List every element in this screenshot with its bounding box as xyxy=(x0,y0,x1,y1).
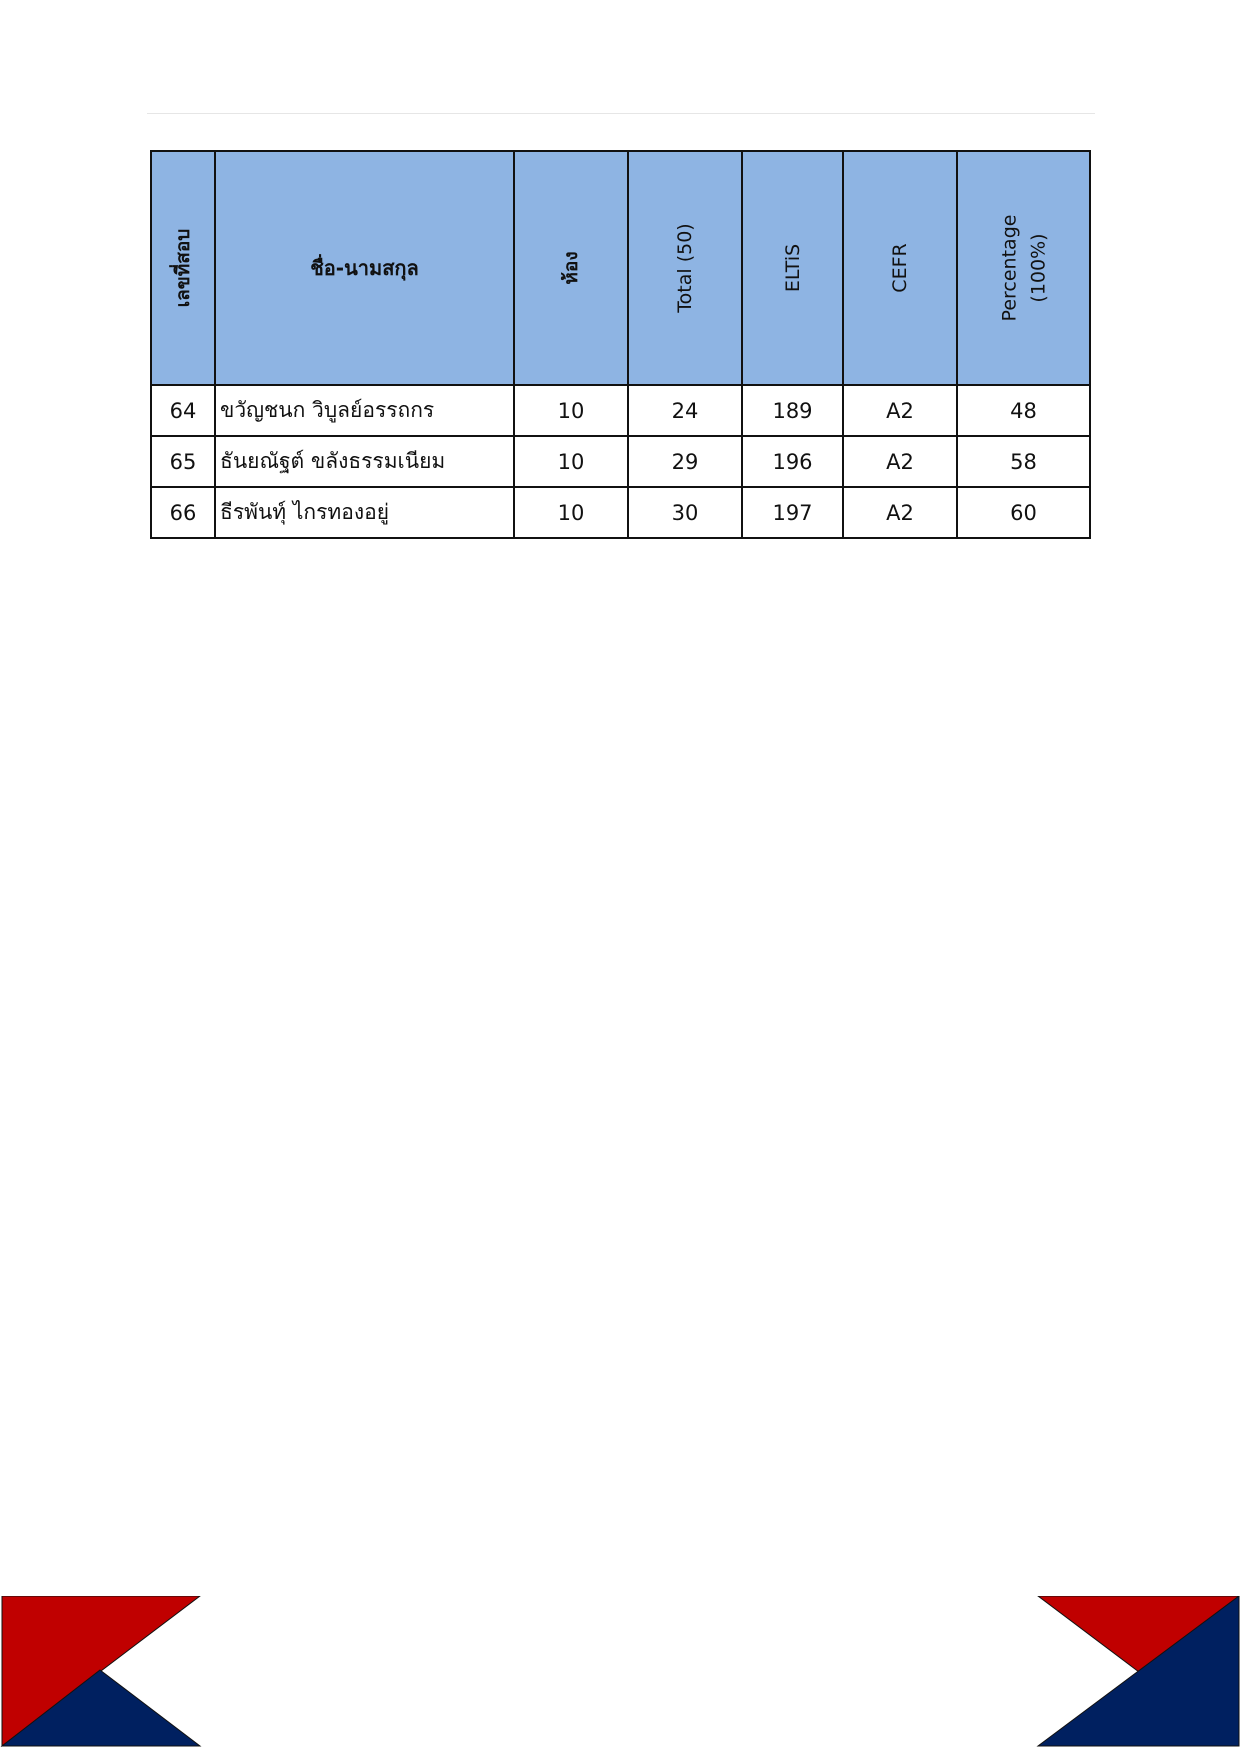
col-header-cefr-label: CEFR xyxy=(888,243,911,293)
cell-percentage: 60 xyxy=(957,487,1090,538)
cell-exam-no: 65 xyxy=(151,436,215,487)
col-header-room xyxy=(514,151,628,385)
cell-room: 10 xyxy=(514,385,628,436)
cell-eltis: 189 xyxy=(742,385,843,436)
col-header-eltis xyxy=(742,151,843,385)
header-divider xyxy=(147,113,1095,114)
cell-exam-no: 66 xyxy=(151,487,215,538)
cell-name: ธันยณัฐต์ ขลังธรรมเนียม xyxy=(215,436,514,487)
cell-cefr: A2 xyxy=(843,487,957,538)
col-header-name-label: ชื่อ-นามสกุล xyxy=(310,256,419,280)
cell-name: ขวัญชนก วิบูลย์อรรถกร xyxy=(215,385,514,436)
cell-percentage: 48 xyxy=(957,385,1090,436)
col-header-percentage xyxy=(957,151,1090,385)
col-header-percentage-label xyxy=(995,215,1052,322)
corner-decoration-right xyxy=(1036,1596,1241,1751)
col-header-total xyxy=(628,151,742,385)
results-table xyxy=(150,150,1091,539)
table-row xyxy=(151,436,1090,487)
cell-total: 24 xyxy=(628,385,742,436)
cell-total: 30 xyxy=(628,487,742,538)
table-header-row xyxy=(151,151,1090,385)
col-header-percentage-line2: (100%) xyxy=(1026,233,1049,303)
cell-room: 10 xyxy=(514,436,628,487)
table-row xyxy=(151,487,1090,538)
col-header-total-label: Total (50) xyxy=(673,223,696,313)
corner-decoration-left xyxy=(0,1596,205,1751)
col-header-room-label: ห้อง xyxy=(559,251,582,285)
cell-eltis: 197 xyxy=(742,487,843,538)
cell-room: 10 xyxy=(514,487,628,538)
col-header-eltis-label: ELTiS xyxy=(781,243,804,293)
cell-total: 29 xyxy=(628,436,742,487)
cell-eltis: 196 xyxy=(742,436,843,487)
cell-exam-no: 64 xyxy=(151,385,215,436)
col-header-exam-no xyxy=(151,151,215,385)
table-row xyxy=(151,385,1090,436)
cell-name: ธีรพันทุ์ ไกรทองอยู่ xyxy=(215,487,514,538)
cell-cefr: A2 xyxy=(843,385,957,436)
col-header-exam-no-label: เลขที่สอบ xyxy=(171,228,194,308)
cell-cefr: A2 xyxy=(843,436,957,487)
cell-percentage: 58 xyxy=(957,436,1090,487)
col-header-cefr xyxy=(843,151,957,385)
col-header-percentage-line1: Percentage xyxy=(998,214,1020,322)
col-header-name xyxy=(215,151,514,385)
